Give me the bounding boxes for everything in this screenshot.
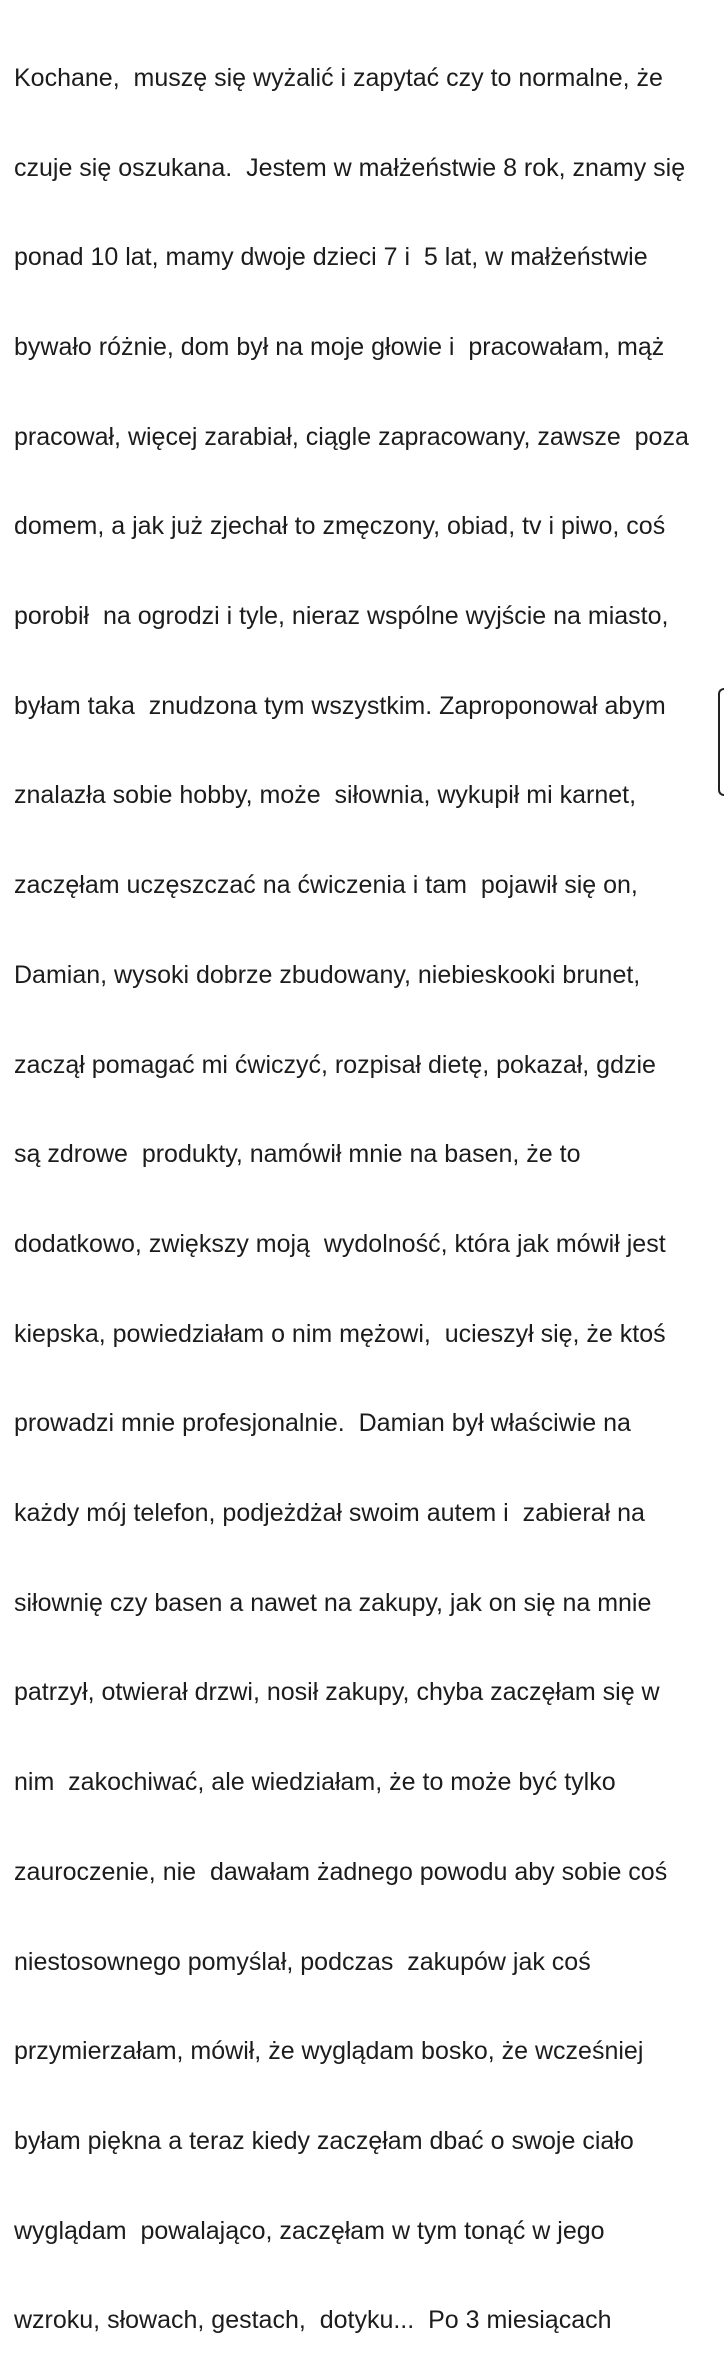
text-line: bywało różnie, dom był na moje głowie i pracowałam, mąż <box>14 332 665 361</box>
text-line: pracował, więcej zarabiał, ciągle zapracowany, zawsze poza <box>14 422 689 451</box>
text-line: dodatkowo, zwiększy moją wydolność, która jak mówił jest <box>14 1229 666 1258</box>
text-line: byłam piękna a teraz kiedy zaczęłam dbać o swoje ciało <box>14 2126 634 2155</box>
text-line: ponad 10 lat, mamy dwoje dzieci 7 i 5 lat, w małżeństwie <box>14 243 648 272</box>
text-line: znalazła sobie hobby, może siłownia, wykupił mi karnet, <box>14 781 637 810</box>
text-line: nim zakochiwać, ale wiedziałam, że to może być tylko <box>14 1768 616 1797</box>
text-line: zauroczenie, nie dawałam żadnego powodu aby sobie coś <box>14 1857 668 1886</box>
text-line: Damian, wysoki dobrze zbudowany, niebieskooki brunet, <box>14 960 641 989</box>
text-line: każdy mój telefon, podjeżdżał swoim autem i zabierał na <box>14 1499 645 1528</box>
text-line: porobił na ogrodzi i tyle, nieraz wspólne wyjście na miasto, <box>14 602 669 631</box>
side-panel-handle[interactable] <box>718 688 724 796</box>
text-line: Kochane, muszę się wyżalić i zapytać czy to normalne, że <box>14 63 663 92</box>
text-line: kiepska, powiedziałam o nim mężowi, ucieszył się, że ktoś <box>14 1319 666 1348</box>
text-line: domem, a jak już zjechał to zmęczony, obiad, tv i piwo, coś <box>14 512 666 541</box>
text-line: patrzył, otwierał drzwi, nosił zakupy, chyba zaczęłam się w <box>14 1678 660 1707</box>
post-text <box>14 0 724 2335</box>
text-line: wzroku, słowach, gestach, dotyku... Po 3 miesiącach <box>14 2306 612 2335</box>
text-line: zaczął pomagać mi ćwiczyć, rozpisał dietę, pokazał, gdzie <box>14 1050 656 1079</box>
text-line: są zdrowe produkty, namówił mnie na basen, że to <box>14 1140 581 1169</box>
text-line: siłownię czy basen a nawet na zakupy, jak on się na mnie <box>14 1588 652 1617</box>
text-line: niestosownego pomyślał, podczas zakupów jak coś <box>14 1947 591 1976</box>
text-line: przymierzałam, mówił, że wyglądam bosko, że wcześniej <box>14 2037 644 2066</box>
text-line: byłam taka znudzona tym wszystkim. Zaproponował abym <box>14 691 666 720</box>
text-line: czuje się oszukana. Jestem w małżeństwie 8 rok, znamy się <box>14 153 686 182</box>
text-line: prowadzi mnie profesjonalnie. Damian był właściwie na <box>14 1409 631 1438</box>
text-line: wyglądam powalająco, zaczęłam w tym tonąć w jego <box>14 2216 605 2245</box>
text-line: zaczęłam uczęszczać na ćwiczenia i tam pojawił się on, <box>14 871 638 900</box>
